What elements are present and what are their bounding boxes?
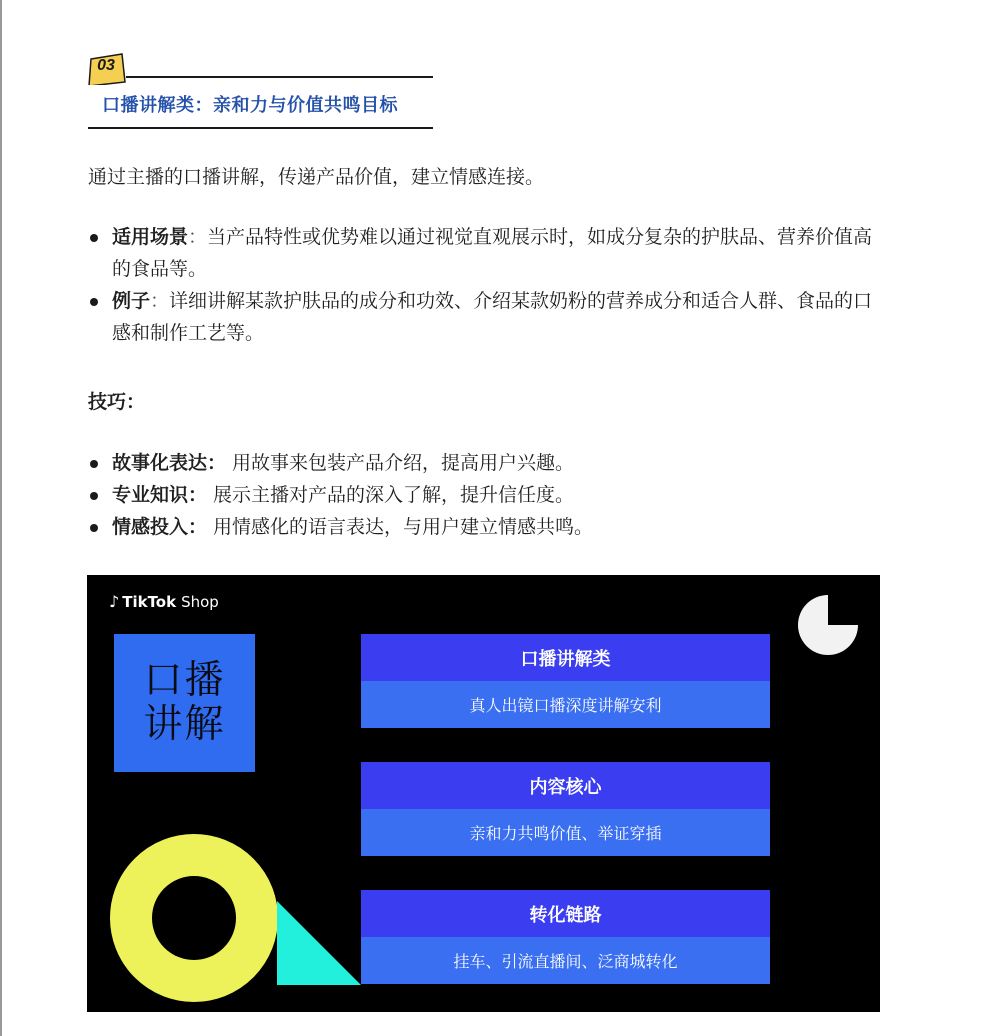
card-heading: 口播讲解类 — [361, 634, 770, 681]
section-number: 03 — [97, 57, 115, 74]
logo-suffix: Shop — [181, 592, 219, 611]
list-item-example — [88, 285, 888, 349]
list-item-text: 用故事来包装产品介绍，提高用户兴趣。 — [226, 452, 575, 474]
list-item-scenario — [88, 221, 888, 285]
list-item-text: 展示主播对产品的深入了解，提升信任度。 — [207, 484, 575, 506]
pie-shape-icon — [796, 593, 860, 657]
list-item-term: 专业知识： — [112, 484, 208, 506]
tile-line-2: 讲解 — [143, 702, 226, 747]
tips-heading: 技巧： — [88, 391, 146, 413]
bullet-icon — [90, 298, 98, 306]
section-title: 口播讲解类：亲和力与价值共鸣目标 — [102, 95, 398, 116]
category-tile — [114, 634, 255, 772]
list-item-tip — [88, 447, 888, 479]
infographic-image — [87, 575, 880, 1012]
info-card-conversion — [361, 890, 770, 984]
bullet-icon — [90, 492, 98, 500]
tips-list — [88, 447, 888, 543]
list-item-term: 例子 — [112, 290, 151, 312]
list-item-text: 详细讲解某款护肤品的成分和功效、介绍某款奶粉的营养成分和适合人群、食品的口感和制作工艺等。 — [112, 290, 873, 344]
list-item-separator: ： — [150, 290, 170, 312]
card-heading: 内容核心 — [361, 762, 770, 809]
tile-line-1: 口播 — [143, 658, 226, 703]
triangle-shape-icon — [277, 901, 362, 986]
list-item-text: 当产品特性或优势难以通过视觉直观展示时，如成分复杂的护肤品、营养价值高的食品等。 — [112, 226, 873, 280]
scenario-list — [88, 221, 888, 349]
card-body: 亲和力共鸣价值、举证穿插 — [361, 809, 770, 856]
intro-paragraph: 通过主播的口播讲解，传递产品价值，建立情感连接。 — [88, 166, 545, 188]
info-card-type — [361, 634, 770, 728]
list-item-term: 适用场景 — [112, 226, 189, 248]
ring-shape-icon — [109, 833, 279, 1003]
bullet-icon — [90, 234, 98, 242]
list-item-term: 情感投入： — [112, 516, 208, 538]
header-divider-top — [126, 76, 433, 78]
bullet-icon — [90, 460, 98, 468]
header-divider-bottom — [88, 127, 433, 129]
logo-brand: TikTok — [122, 592, 177, 611]
card-body: 真人出镜口播深度讲解安利 — [361, 681, 770, 728]
list-item-term: 故事化表达： — [112, 452, 227, 474]
card-heading: 转化链路 — [361, 890, 770, 937]
list-item-text: 用情感化的语言表达，与用户建立情感共鸣。 — [207, 516, 594, 538]
page-left-border — [0, 0, 2, 1036]
section-number-badge — [88, 53, 126, 83]
list-item-separator: ： — [188, 226, 208, 248]
card-body: 挂车、引流直播间、泛商城转化 — [361, 937, 770, 984]
list-item-tip — [88, 479, 888, 511]
list-item-tip — [88, 511, 888, 543]
tiktok-note-icon: ♪ — [109, 592, 120, 611]
bullet-icon — [90, 524, 98, 532]
tiktok-shop-logo — [109, 592, 219, 611]
info-card-core — [361, 762, 770, 856]
